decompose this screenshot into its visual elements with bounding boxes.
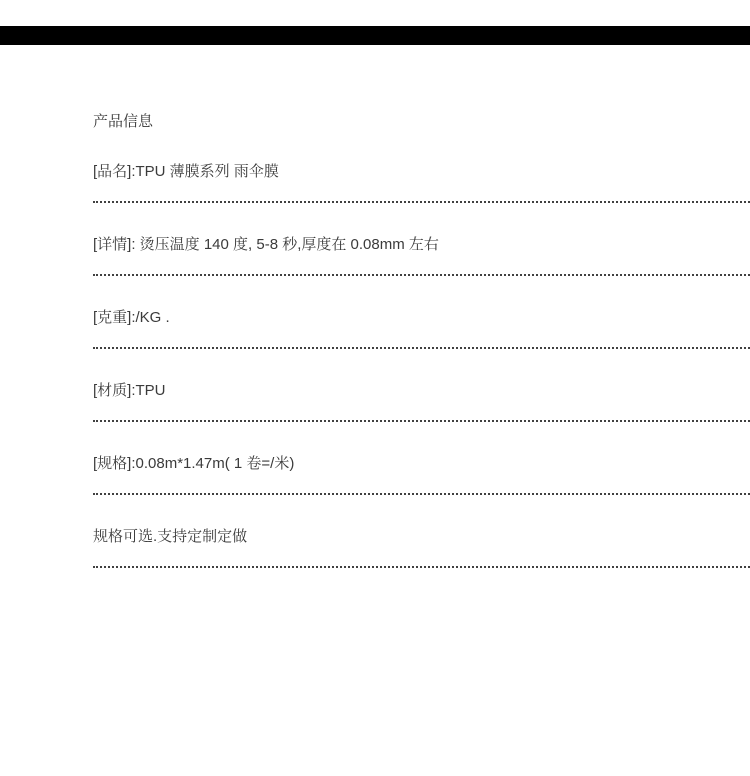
product-info-row-spec bbox=[93, 422, 750, 493]
dotted-separator bbox=[93, 566, 750, 568]
product-info-row-material bbox=[93, 349, 750, 420]
row-text-material: [材质]:TPU bbox=[93, 382, 166, 399]
section-divider-bar bbox=[0, 26, 750, 45]
row-text-weight: [克重]:/KG . bbox=[93, 309, 170, 326]
product-info-row-custom-note bbox=[93, 495, 750, 566]
page-title: 产品信息 bbox=[93, 113, 154, 130]
row-text-spec: [规格]:0.08m*1.47m( 1 卷=/米) bbox=[93, 455, 295, 472]
product-info-section bbox=[93, 113, 750, 568]
product-info-row-name bbox=[93, 130, 750, 201]
row-text-name: [品名]:TPU 薄膜系列 雨伞膜 bbox=[93, 163, 279, 180]
row-text-custom-note: 规格可选.支持定制定做 bbox=[93, 528, 248, 545]
product-info-row-weight bbox=[93, 276, 750, 347]
product-info-row-details bbox=[93, 203, 750, 274]
row-text-details: [详情]: 烫压温度 140 度, 5-8 秒,厚度在 0.08mm 左右 bbox=[93, 236, 439, 253]
